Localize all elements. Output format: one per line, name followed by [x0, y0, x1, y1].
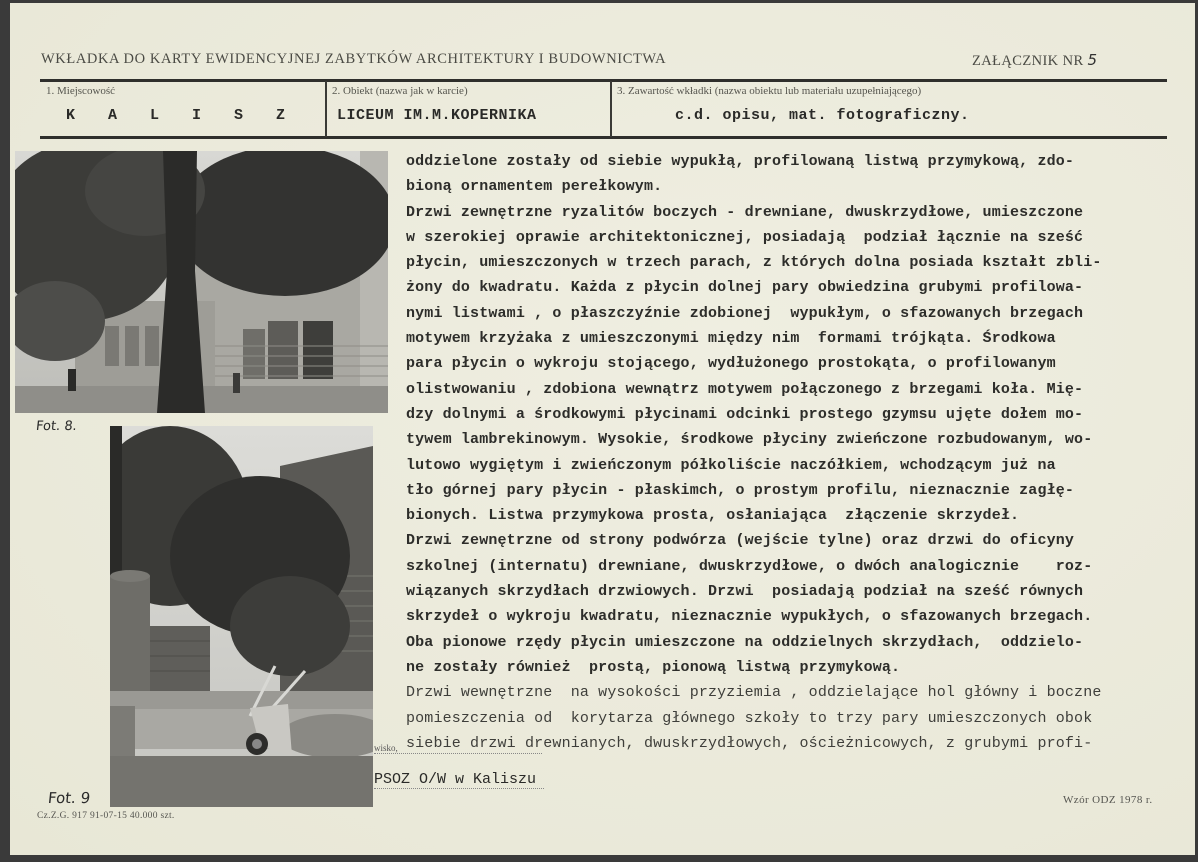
annex-number	[972, 51, 1097, 70]
body-line: skrzydeł o wykroju kwadratu, nieznacznie wypukłych, o sfazowanych brzegach.	[406, 608, 1093, 626]
body-line: lutowo wygiętym i zwieńczonym półkoliście naczółkiem, wchodzącym już na	[406, 456, 1056, 474]
printer-note: Cz.Z.G. 917 91-07-15 40.000 szt.	[37, 811, 175, 821]
field-label-object: 2. Obiekt (nazwa jak w karcie)	[332, 85, 468, 97]
body-line: płycin, umieszczonych w trzech parach, z których dolna posiada kształt zbli-	[406, 254, 1102, 272]
photo-fot-9	[110, 426, 373, 807]
annex-number-value: 5	[1087, 51, 1098, 69]
field-value-locality: K A L I S Z	[66, 107, 298, 124]
template-note: Wzór ODZ 1978 r.	[1063, 794, 1153, 806]
body-line: Drzwi zewnętrzne ryzalitów boczych - drewniane, dwuskrzydłowe, umieszczone	[406, 203, 1084, 221]
institution-stamp: PSOZ O/W w Kaliszu	[374, 771, 544, 789]
body-line: bionych. Listwa przymykowa prosta, osłaniająca złączenie skrzydeł.	[406, 507, 1020, 525]
annex-label: ZAŁĄCZNIK NR	[972, 53, 1084, 69]
header-bottom-rule	[40, 136, 1167, 139]
body-line: bioną ornamentem perełkowym.	[406, 178, 663, 196]
record-card-sheet	[10, 3, 1195, 855]
field-divider-2	[610, 81, 612, 137]
form-field-fragment: wisko,	[374, 743, 542, 754]
body-line: olistwowaniu , zdobiona wewnątrz motywem połączonego z brzegami koła. Mię-	[406, 380, 1084, 398]
body-line: dzy dolnymi a środkowymi płycinami odcinki prostego gzymsu ujęte dołem mo-	[406, 405, 1084, 423]
body-line: ne zostały również prostą, pionową listwą przymykową.	[406, 658, 901, 676]
photo-fot-8-image	[15, 151, 388, 413]
photo-caption-fot-9: Fot. 9	[47, 789, 92, 807]
body-line: tło górnej pary płycin - płaskimch, o prostym profilu, nieznacznie zagłę-	[406, 481, 1075, 499]
body-line: szkolnej (internatu) drewniane, dwuskrzydłowe, o dwóch analogicznie roz-	[406, 557, 1093, 575]
body-line: motywem krzyżaka z umieszczonymi między nim formami trójkąta. Środkowa	[406, 330, 1056, 348]
body-line: Drzwi zewnętrzne od strony podwórza (wejście tylne) oraz drzwi do oficyny	[406, 532, 1075, 550]
body-line: nymi listwami , o płaszczyźnie zdobionej wypukłym, o sfazowanych brzegach	[406, 304, 1084, 322]
field-label-locality: 1. Miejscowość	[46, 85, 116, 97]
field-value-contents: c.d. opisu, mat. fotograficzny.	[675, 107, 970, 124]
field-value-object: LICEUM IM.M.KOPERNIKA	[337, 107, 537, 124]
photo-fot-9-image	[110, 426, 373, 807]
body-line: pomieszczenia od korytarza głównego szkoły to trzy pary umieszczonych obok	[406, 709, 1093, 727]
field-label-contents: 3. Zawartość wkładki (nazwa obiektu lub materiału uzupełniającego)	[617, 85, 922, 97]
body-line: żony do kwadratu. Każda z płycin dolnej pary obwiedzina grubymi profilowa-	[406, 279, 1084, 297]
body-line: w szerokiej oprawie architektonicznej, posiadają podział łącznie na sześć	[406, 228, 1084, 246]
description-text	[406, 149, 1184, 756]
body-line: oddzielone zostały od siebie wypukłą, profilowaną listwą przymykową, zdo-	[406, 153, 1075, 170]
form-title: WKŁADKA DO KARTY EWIDENCYJNEJ ZABYTKÓW ARCHITEKTURY I BUDOWNICTWA	[41, 51, 667, 67]
body-line: Drzwi wewnętrzne na wysokości przyziemia , oddzielające hol główny i boczne	[406, 684, 1102, 702]
body-line: Oba pionowe rzędy płycin umieszczone na oddzielnych skrzydłach, oddzielo-	[406, 633, 1084, 651]
photo-fot-8	[15, 151, 388, 413]
photo-caption-fot-8: Fot. 8.	[35, 419, 78, 434]
header-top-rule	[40, 79, 1167, 82]
body-line: tywem lambrekinowym. Wysokie, środkowe płyciny zwieńczone rozbudowanym, wo-	[406, 431, 1093, 449]
body-line: wiązanych skrzydłach drzwiowych. Drzwi posiadają podział na sześć równych	[406, 583, 1084, 601]
field-divider-1	[325, 81, 327, 137]
body-line: siebie drzwi drewnianych, dwuskrzydłowych, ościeżnicowych, z grubymi profi-	[406, 734, 1093, 752]
body-line: para płycin o wykroju stojącego, wydłużonego prostokąta, o profilowanym	[406, 355, 1056, 373]
